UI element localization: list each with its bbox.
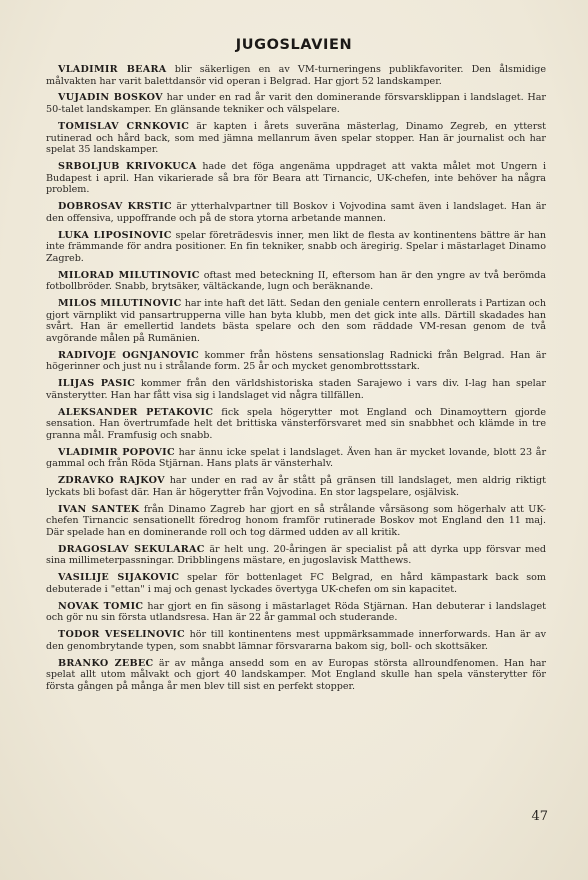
player-name: ILIJAS PASIC: [58, 378, 136, 390]
player-name: ZDRAVKO RAJKOV: [58, 475, 165, 487]
player-name: NOVAK TOMIC: [58, 600, 144, 612]
player-entry: [46, 350, 546, 373]
player-name: MILOS MILUTINOVIC: [58, 298, 182, 310]
player-name: BRANKO ZEBEC: [58, 657, 154, 669]
player-description: har ännu icke spelat i landslaget. Även han är mycket lovande, blott 23 år gammal och från Röda Stjärnan. Hans plats är vänsterhalv.: [46, 446, 547, 470]
player-description: spelar företrädesvis inner, men likt de flesta av kontinentens bättre är han inte främmande för andra positioner. En fin tekniker, snabb och äregirig. Spelar i mästarlaget Dinamo Zagreb.: [46, 229, 546, 264]
player-entry: [46, 270, 546, 293]
player-entry: [46, 601, 546, 624]
player-name: VLADIMIR POPOVIC: [58, 446, 175, 458]
player-name: VASILIJE SIJAKOVIC: [58, 572, 180, 584]
player-entry: [46, 230, 546, 265]
player-description: är av många ansedd som en av Europas största allroundfenomen. Han har spelat allt utom målvakt och gjort 40 landskamper. Mot England skulle han spela vänsterytter för första gången på många år men blev till sist en perfekt stopper.: [46, 657, 546, 692]
player-entry: [46, 378, 546, 401]
player-description: har inte haft det lätt. Sedan den geniale centern enrollerats i Partizan och gjort värnplikt vid pansartrupperna ville han byta klubb, men det gick inte alls. Därtill skadades han svårt. Han är emellertid landets bästa spelare och den som räddade VM-resan genom de två avgörande målen på Rumänien.: [46, 298, 547, 344]
player-name: TODOR VESELINOVIC: [58, 629, 185, 641]
player-name: DRAGOSLAV SEKULARAC: [58, 543, 205, 555]
player-list: [46, 64, 546, 698]
player-name: TOMISLAV CRNKOVIC: [58, 120, 190, 132]
player-name: VUJADIN BOSKOV: [58, 92, 163, 104]
player-description: kommer från den världshistoriska staden Sarajewo i vars div. I-lag han spelar vänsterytter. Han har fått visa sig i landslaget vid några tillfällen.: [46, 378, 546, 401]
player-entry: [46, 572, 546, 595]
player-entry: [46, 658, 546, 693]
player-entry: [46, 544, 546, 567]
player-description: har under en rad av år stått på gränsen till landslaget, men aldrig riktigt lyckats bli bofast där. Han är högerytter från Vojvodina. En stor lagspelare, osjälvisk.: [46, 475, 546, 498]
player-description: hade det föga angenäma uppdraget att vakta målet mot Ungern i Budapest i april. Han vikarierade så bra för Beara att Tirnancic, UK-chefen, inte behöver ha några problem.: [46, 161, 547, 196]
player-entry: [46, 475, 546, 498]
player-description: fick spela högerytter mot England och Dinamoyttern gjorde sensation. Han övertrumfade helt det brittiska vänsterförsvaret med sin snabbhet och klämde in tre granna mål. Framfusig och snabb.: [46, 406, 547, 441]
player-description: är helt ung. 20-åringen är specialist på att dyrka upp försvar med sina millimeterpassningar. Dribblingens mästare, en jugoslavisk Matthews.: [46, 543, 546, 567]
player-entry: [46, 629, 546, 652]
player-entry: [46, 64, 546, 87]
player-entry: [46, 504, 546, 539]
player-description: är kapten i årets suveräna mästerlag, Dinamo Zegreb, en ytterst rutinerad och hård back, som med jämna mellanrum även spelar stopper. Han är journalist och har spelat 35 landskamper.: [46, 120, 547, 156]
player-entry: [46, 92, 546, 115]
player-description: har gjort en fin säsong i mästarlaget Röda Stjärnan. Han debuterar i landslaget och gör nu sin första utlandsresa. Han är 22 år gammal och studerande.: [46, 600, 547, 624]
player-entry: [46, 407, 546, 442]
player-name: RADIVOJE OGNJANOVIC: [58, 349, 200, 361]
page-title: JUGOSLAVIEN: [235, 37, 353, 53]
player-name: IVAN SANTEK: [58, 503, 140, 515]
player-name: ALEKSANDER PETAKOVIC: [58, 406, 214, 418]
player-description: oftast med beteckning II, eftersom han är den yngre av två berömda fotbollbröder. Snabb, brytsäker, vältäckande, lugn och beräknande.: [46, 269, 547, 293]
player-entry: [46, 447, 546, 470]
player-description: har under en rad år varit den dominerande försvarsklippan i landslaget. Har 50-talet landskamper. En glänsande tekniker och välspelare.: [46, 92, 547, 116]
player-entry: [46, 121, 546, 156]
player-description: från Dinamo Zagreb har gjort en så strålande vårsäsong som högerhalv att UK-chefen Tirnancic sensationellt föredrog honom framför rutinerade Boskov mot England den 11 maj. Där spelade han en dominerande roll och tog därmed udden av all kritik.: [46, 503, 546, 538]
player-name: DOBROSAV KRSTIC: [58, 201, 172, 213]
player-description: kommer från höstens sensationslag Radnicki från Belgrad. Han är högerinner och just nu i strålande form. 25 år och mycket genombrottsstark.: [46, 349, 547, 373]
player-name: VLADIMIR BEARA: [58, 64, 167, 75]
page-number: 47: [531, 809, 548, 824]
player-name: MILORAD MILUTINOVIC: [58, 269, 200, 281]
player-description: är ytterhalvpartner till Boskov i Vojvodina samt även i landslaget. Han är den offensiva, uppoffrande och på de stora ytorna arbetande mannen.: [46, 201, 546, 224]
player-entry: [46, 298, 546, 344]
player-description: spelar för bottenlaget FC Belgrad, en hård kämpastark back som debuterade i "ettan" i maj och genast lyckades övertyga UK-chefen om sin kapacitet.: [46, 572, 546, 595]
player-entry: [46, 161, 546, 196]
player-description: hör till kontinentens mest uppmärksammade innerforwards. Han är av den genombrytande typen, som snabbt lämnar försvararna bakom sig, boll- och skottsäker.: [46, 629, 547, 652]
player-description: blir säkerligen en av VM-turneringens publikfavoriter. Den ålsmidige målvakten har varit balettdansör vid operan i Belgrad. Har gjort 52 landskamper.: [46, 64, 547, 87]
player-name: SRBOLJUB KRIVOKUCA: [58, 161, 197, 172]
player-entry: [46, 201, 546, 224]
player-name: LUKA LIPOSINOVIC: [58, 229, 172, 241]
